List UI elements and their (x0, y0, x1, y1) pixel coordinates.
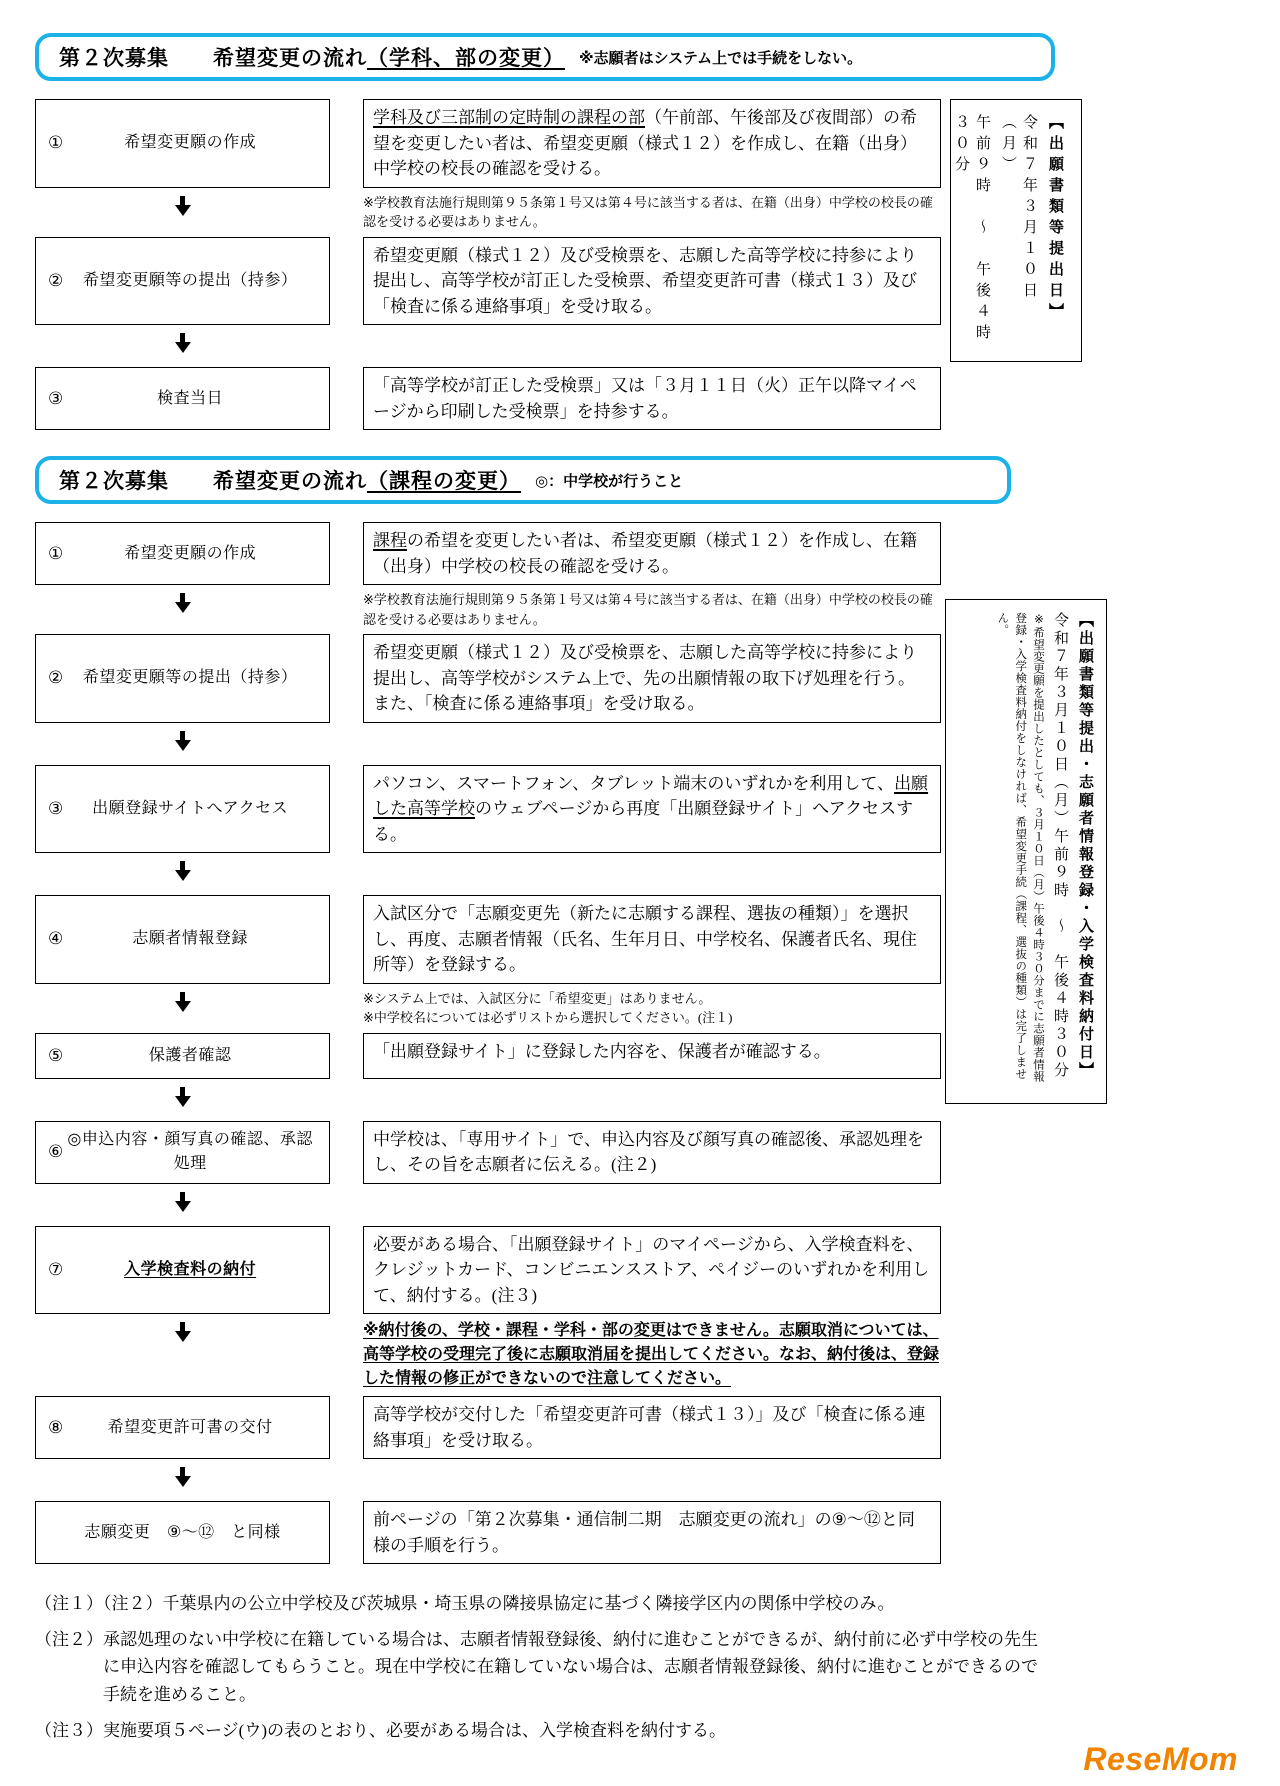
flow-row-s2-7 (35, 1226, 1245, 1315)
arrow-down-icon (175, 731, 191, 751)
step-description-s2-1 (363, 522, 941, 585)
desc-underlined-text: 課程 (373, 531, 407, 550)
flow-subrow-s2-8 (35, 1464, 1245, 1496)
footnote-3: （注３）実施要項５ページ(ウ)の表のとおり、必要がある場合は、入学検査料を納付する。 (35, 1720, 726, 1740)
step-description-s2-2: 希望変更願（様式１２）及び受検票を、志願した高等学校に持参により提出し、高等学校がシステム上で、先の出願情報の取下げ処理を行う。また、「検査に係る連絡事項」を受け取る。 (363, 634, 941, 723)
desc-text: のウェブページから再度「出願登録サイト」へアクセスする。 (373, 799, 914, 844)
step-description-s2-3 (363, 765, 941, 854)
submission-date-box (950, 99, 1082, 362)
arrow-cell (35, 590, 330, 613)
step-title: 希望変更願等の提出（持参） (82, 669, 298, 687)
step-footnote: ※システム上では、入試区分に「希望変更」はありません。 (363, 990, 712, 1006)
section2-title-prefix: 希望変更の流れ (213, 469, 367, 493)
arrow-down-icon (175, 1192, 191, 1212)
section2-title-note: ◎：中学校が行うこと (535, 473, 684, 490)
arrow-cell (35, 330, 330, 353)
desc-underlined-text: 学科及び三部制の定時制の課程の部 (373, 108, 645, 127)
page-content (35, 33, 1245, 1753)
step-box-s2-5 (35, 1033, 330, 1079)
step-number: ⑤ (48, 1045, 64, 1065)
date-box-date: 令和７年３月１０日（月）午前９時 ～ 午後４時３０分 (1052, 612, 1068, 1080)
payment-warning-note: ※納付後の、学校・課程・学科・部の変更はできません。志願取消については、高等学校の受理完了後に志願取消届を提出してください。なお、納付後は、登録した情報の修正ができないので注意してください。 (363, 1322, 940, 1387)
step-title: 志願変更 ⑨～⑫ と同様 (84, 1523, 281, 1541)
step-title: ◎申込内容・顔写真の確認、承認処理 (67, 1131, 313, 1172)
step-title: 希望変更願の作成 (124, 134, 257, 152)
date-box-date: 令和７年３月１０日（月） (1000, 114, 1037, 303)
step-number: ② (48, 270, 64, 290)
step-number: ⑧ (48, 1417, 64, 1437)
step-box-s2-8 (35, 1396, 330, 1459)
step-description-s2-4: 入試区分で「志願変更先（新たに志願する課程、選抜の種類）」を選択し、再度、志願者情報（氏名、生年月日、中学校名、保護者氏名、現住所等）を登録する。 (363, 895, 941, 984)
section2-title-bar (35, 456, 1011, 504)
step-number: ② (48, 668, 64, 688)
step-description-s2-7: 必要がある場合、「出願登録サイト」のマイページから、入学検査料を、クレジットカード、コンビニエンスストア、ペイジーのいずれかを利用して、納付する。(注３) (363, 1226, 941, 1315)
step-number: ⑦ (48, 1259, 64, 1279)
arrow-down-icon (175, 992, 191, 1012)
section2-badge: 第２次募集 (59, 469, 169, 493)
arrow-down-icon (175, 1087, 191, 1107)
step-number: ① (48, 543, 64, 563)
arrow-down-icon (175, 1467, 191, 1487)
arrow-cell (35, 989, 330, 1012)
step-number: ③ (48, 798, 64, 818)
arrow-down-icon (175, 593, 191, 613)
step-number: ③ (48, 388, 64, 408)
step-box-s2-9 (35, 1501, 330, 1564)
date-box-title: 【出願書類等提出日】 (1047, 114, 1063, 324)
step-title: 出願登録サイトへアクセス (92, 799, 289, 817)
step-footnote: ※学校教育法施行規則第９５条第１号又は第４号に該当する者は、在籍（出身）中学校の校長の確認を受ける必要はありません。 (363, 194, 933, 229)
step-title: 志願者情報登録 (132, 930, 248, 948)
section-department-change (35, 33, 1245, 430)
arrow-cell (35, 1464, 330, 1487)
section-course-change (35, 456, 1245, 1564)
arrow-cell (35, 1084, 330, 1107)
date-box-note: ※希望変更願を提出したとしても、３月１０日（月）午後４時３０分までに志願者情報登録・入学検査料納付をしなければ、希望変更手続（課程、選抜の種類）は完了しません。 (996, 612, 1044, 1083)
date-box-title: 【出願書類等提出・志願者情報登録・入学検査料納付日】 (1077, 612, 1093, 1080)
step-box-s2-1 (35, 522, 330, 585)
step-number: ① (48, 133, 64, 153)
arrow-down-icon (175, 333, 191, 353)
flow-row-s2-8 (35, 1396, 1245, 1459)
section1-badge: 第２次募集 (59, 46, 169, 70)
footnotes (35, 1590, 1040, 1744)
step-description-s1-3: 「高等学校が訂正した受検票」又は「３月１１日（火）正午以降マイページから印刷した受検票」を持参する。 (363, 367, 941, 430)
resemom-logo (1083, 1741, 1238, 1778)
step-box-s2-3 (35, 765, 330, 854)
flow-row-s2-6 (35, 1121, 1245, 1184)
submission-registration-payment-date-box (945, 599, 1107, 1104)
flow-row-s2-9 (35, 1501, 1245, 1564)
flow-subrow-s2-7 (35, 1319, 1245, 1391)
section2-title-underlined: （課程の変更） (367, 469, 521, 493)
step-title: 希望変更願の作成 (124, 544, 257, 562)
step-box-s1-2 (35, 237, 330, 326)
step-box-s2-7 (35, 1226, 330, 1315)
step-footnote: ※中学校名については必ずリストから選択してください。(注１) (363, 1010, 733, 1025)
step-description-s2-8: 高等学校が交付した「希望変更許可書（様式１３）」及び「検査に係る連絡事項」を受け取る。 (363, 1396, 941, 1459)
step-box-s1-1 (35, 99, 330, 188)
section1-title-underlined: （学科、部の変更） (367, 46, 565, 70)
step-title: 希望変更許可書の交付 (107, 1418, 273, 1436)
desc-text: パソコン、スマートフォン、タブレット端末のいずれかを利用して、 (373, 773, 895, 793)
arrow-down-icon (175, 196, 191, 216)
step-description-s2-9: 前ページの「第２次募集・通信制二期 志願変更の流れ」の⑨～⑫と同様の手順を行う。 (363, 1501, 941, 1564)
section1-title-bar (35, 33, 1055, 81)
desc-text: （午前部、午後部及び夜間部）の希望を変更したい者は、希望変更願（様式１２）を作成し、在籍（出身）中学校の校長の確認を受ける。 (373, 108, 917, 178)
footnote-2: （注２）承認処理のない中学校に在籍している場合は、志願者情報登録後、納付に進むことができるが、納付前に必ず中学校の先生に申込内容を確認してもらうこと。現在中学校に在籍していない場合は、志願者情報登録後、納付に進むことができるので手続を進めること。 (35, 1630, 1038, 1704)
section2-title (213, 465, 521, 495)
arrow-cell (35, 1319, 330, 1342)
resemom-logo-text: ReseMom (1083, 1741, 1238, 1777)
step-title: 入学検査料の納付 (124, 1260, 257, 1278)
step-footnotes (363, 989, 941, 1028)
date-box-time: 午前９時 ～ 午後４時３０分 (953, 114, 990, 345)
step-number: ④ (48, 929, 64, 949)
flow-subrow-s2-6 (35, 1189, 1245, 1221)
step-description-s2-5: 「出願登録サイト」に登録した内容を、保護者が確認する。 (363, 1033, 941, 1079)
flow-row-s1-3 (35, 367, 1245, 430)
section1-title-prefix: 希望変更の流れ (213, 46, 367, 70)
step-title: 保護者確認 (148, 1046, 232, 1064)
step-number: ⑥ (48, 1142, 64, 1161)
step-title: 検査当日 (157, 389, 224, 407)
flow-row-s2-1 (35, 522, 1245, 585)
step-box-s2-2 (35, 634, 330, 723)
step-box-s2-4 (35, 895, 330, 984)
desc-underlined-text: 出願した高等学校 (373, 773, 929, 818)
step-description-s1-2: 希望変更願（様式１２）及び受検票を、志願した高等学校に持参により提出し、高等学校が訂正した受検票、希望変更許可書（様式１３）及び「検査に係る連絡事項」を受け取る。 (363, 237, 941, 326)
section1-title-note: ※志願者はシステム上では手続をしない。 (579, 50, 863, 67)
step-description-s1-1 (363, 99, 941, 188)
footnote-1: （注１）（注２）千葉県内の公立中学校及び茨城県・埼玉県の隣接県協定に基づく隣接学区内の関係中学校のみ。 (35, 1594, 895, 1613)
arrow-cell (35, 1189, 330, 1212)
step-title: 希望変更願等の提出（持参） (82, 271, 298, 289)
section1-title (213, 42, 565, 72)
desc-text: の希望を変更したい者は、希望変更願（様式１２）を作成し、在籍（出身）中学校の校長の確認を受ける。 (373, 531, 917, 576)
arrow-cell (35, 193, 330, 216)
step-box-s2-6 (35, 1121, 330, 1184)
arrow-cell (35, 728, 330, 751)
arrow-down-icon (175, 1322, 191, 1342)
step-footnote: ※学校教育法施行規則第９５条第１号又は第４号に該当する者は、在籍（出身）中学校の校長の確認を受ける必要はありません。 (363, 592, 933, 627)
arrow-down-icon (175, 861, 191, 881)
step-description-s2-6: 中学校は、「専用サイト」で、申込内容及び顔写真の確認後、承認処理をし、その旨を志願者に伝える。(注２) (363, 1121, 941, 1184)
arrow-cell (35, 858, 330, 881)
step-box-s1-3 (35, 367, 330, 430)
